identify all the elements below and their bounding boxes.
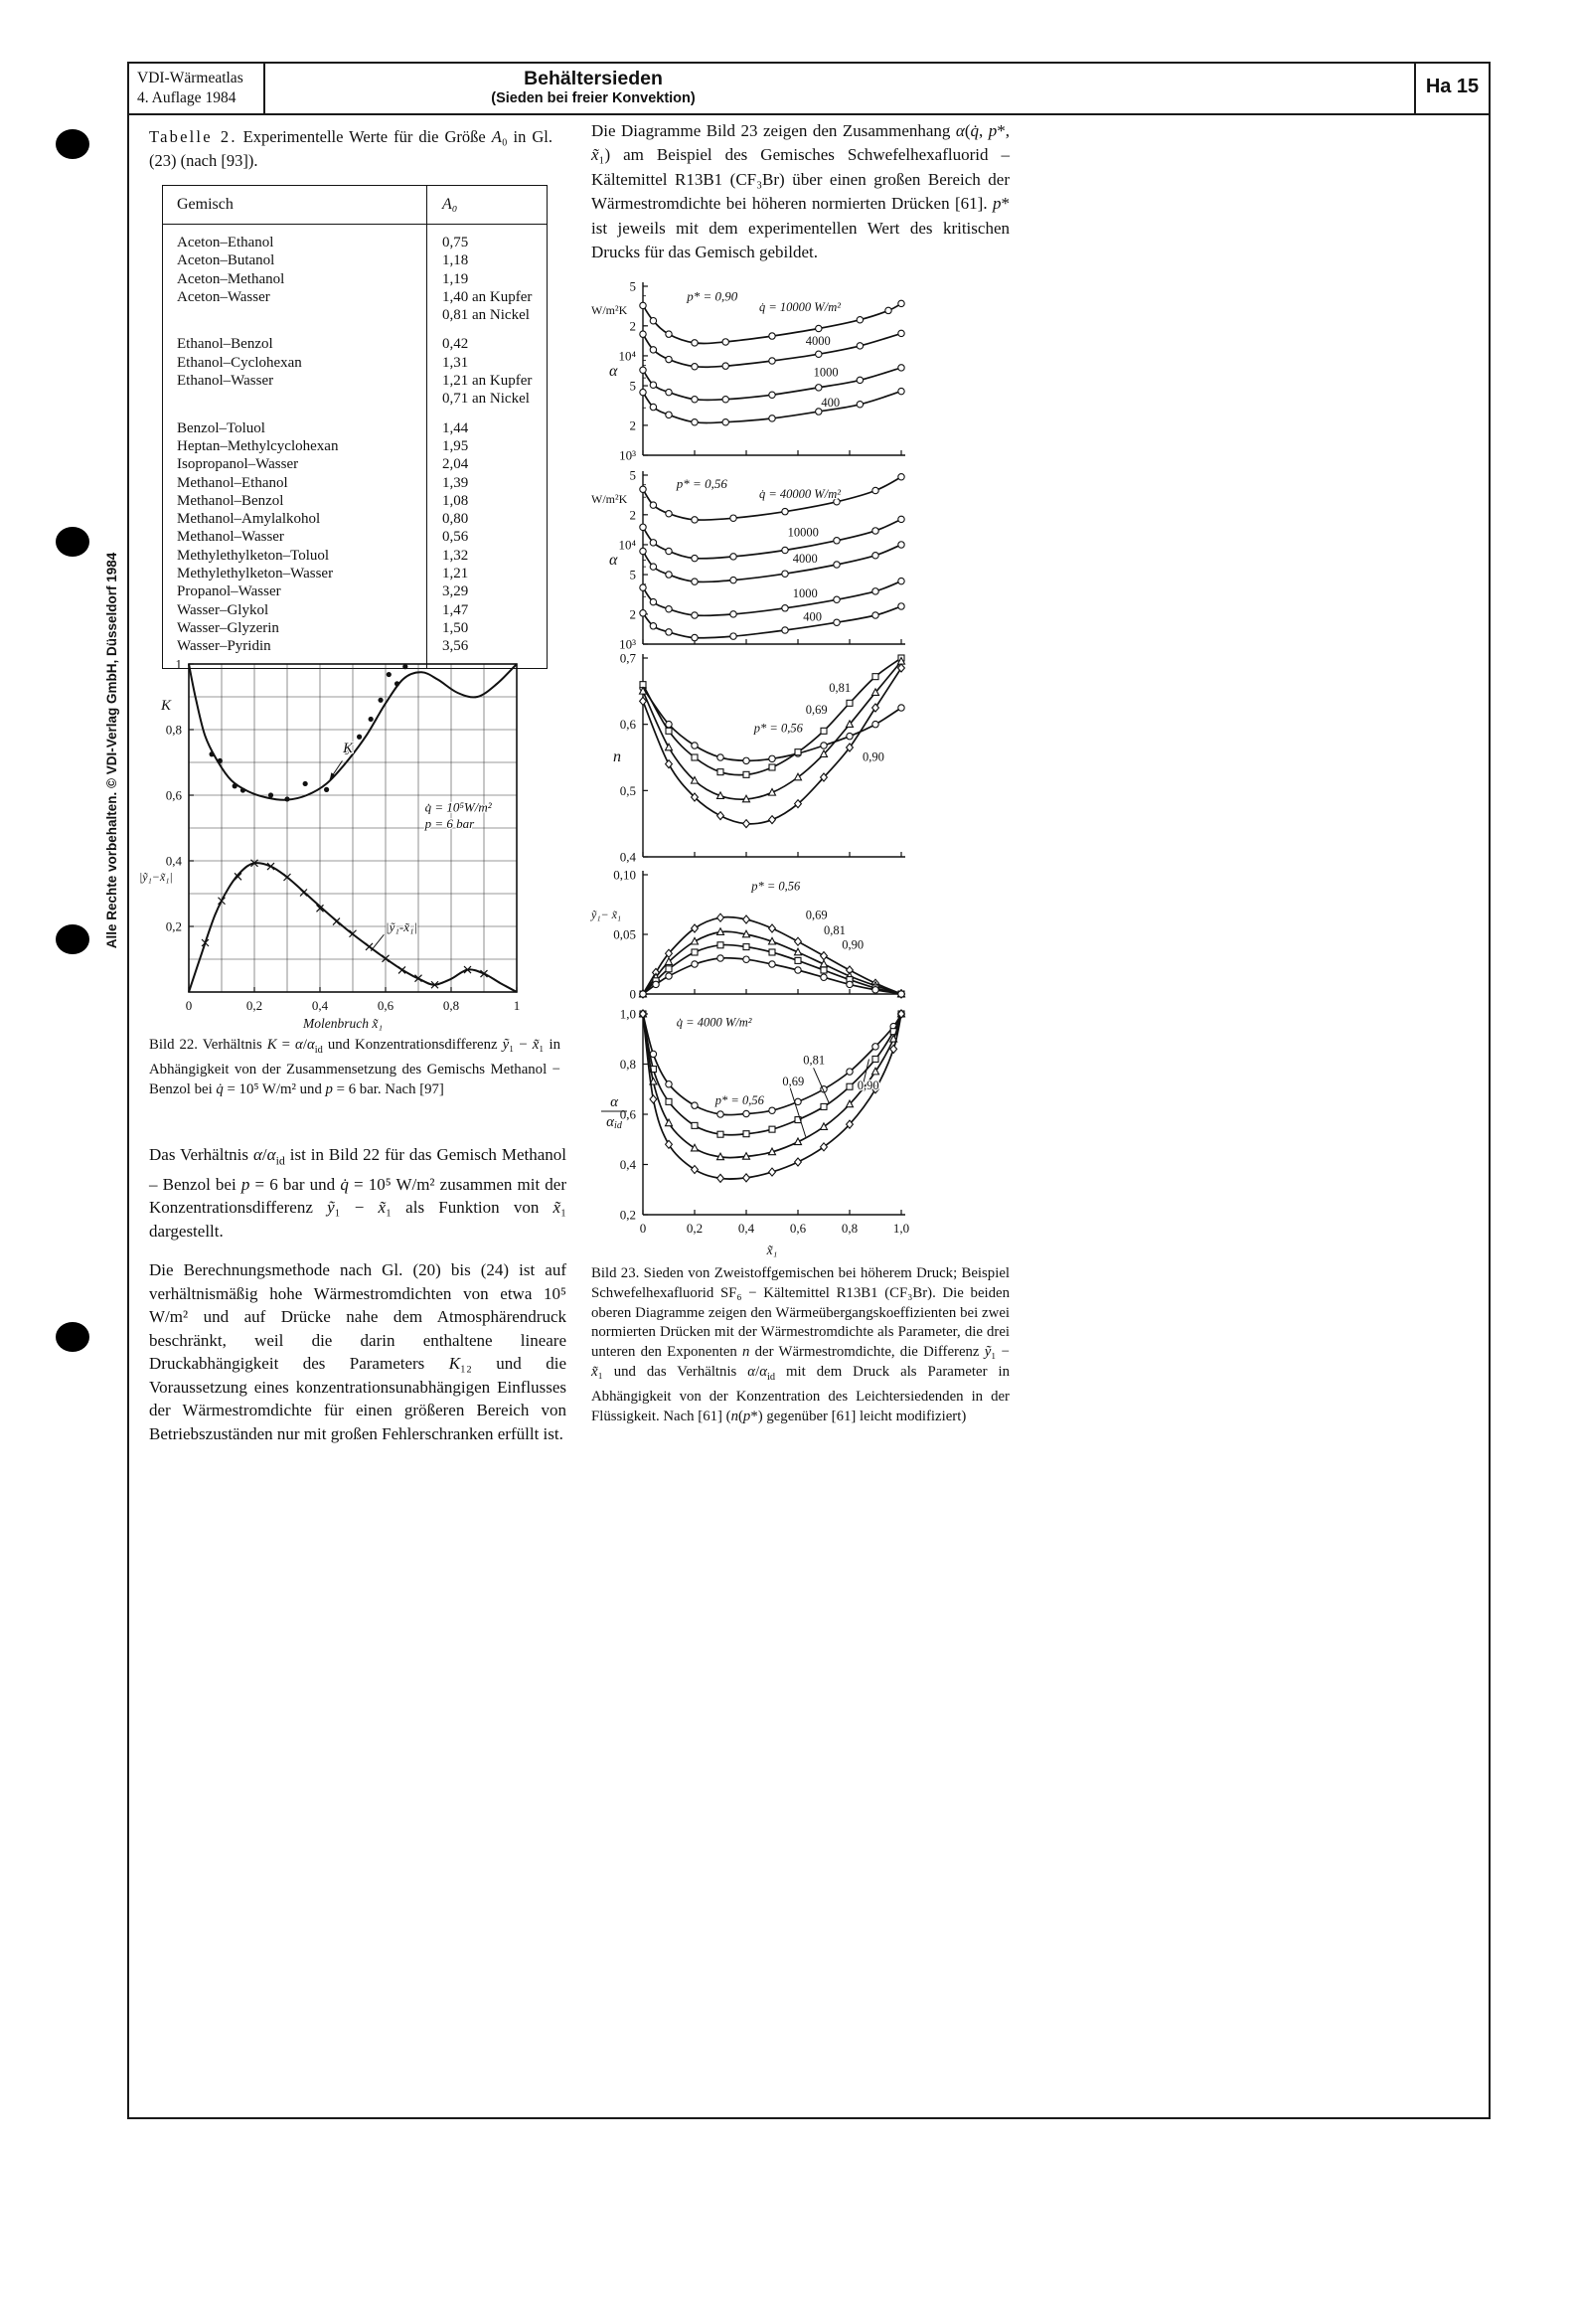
svg-text:10⁴: 10⁴ xyxy=(618,537,636,553)
a0-value: 1,08 xyxy=(442,492,469,509)
svg-text:0,6: 0,6 xyxy=(165,787,182,803)
svg-text:0,69: 0,69 xyxy=(805,908,828,922)
a0-value: 2,04 xyxy=(442,456,469,473)
svg-text:0,8: 0,8 xyxy=(841,1221,859,1236)
chapter-title: Behältersieden xyxy=(524,68,663,89)
caption-bild-22: Bild 22. Verhältnis $K = \alpha/\alpha_{id}$ und Konzentrationsdifferenz ỹ₁ − x̃₁ in Abhängigkeit von der Zusammensetzung des Gemischs Methanol − Benzol bei q̇ = 10⁵ W/m² und p = 6 bar. Nach [97] xyxy=(149,1037,560,1097)
mixture-name: Aceton–Butanol xyxy=(177,252,275,269)
svg-text:4000: 4000 xyxy=(805,334,831,349)
a0-value: 1,50 xyxy=(442,619,469,636)
a0-value: 3,29 xyxy=(442,583,469,600)
svg-text:K: K xyxy=(343,741,354,757)
mixture-name: Ethanol–Wasser xyxy=(177,373,274,390)
copyright-margin-note: Alle Rechte vorbehalten. © VDI-Verlag GmbH, Düsseldorf 1984 xyxy=(104,552,119,949)
svg-text:0,4: 0,4 xyxy=(737,1221,755,1236)
svg-text:0,6: 0,6 xyxy=(619,1106,636,1122)
publisher-name: VDI-Wärmeatlas xyxy=(137,70,243,86)
svg-text:q̇ = 10⁵W/m²: q̇ = 10⁵W/m² xyxy=(424,799,492,815)
chapter-subtitle: (Sieden bei freier Konvektion) xyxy=(491,90,696,106)
svg-text:0,81: 0,81 xyxy=(803,1053,826,1068)
paragraph-method-limits: Die Berechnungsmethode nach Gl. (20) bis (24) ist auf verhältnismäßig hohe Wärmestromdichten von etwa 10⁵ W/m² und auf Drücke nahe dem Atmosphärendruck beschränkt, weil die darin enthaltene lineare Druckabhängigkeit des Parameters K₁₂ und die Voraussetzung eines konzentrationsunabhängigen Einflusses der Wärmestromdichte für einen größeren Bereich von Betriebszuständen nur mit großen Fehlerschranken erfüllt ist. xyxy=(149,1260,566,1443)
svg-text:0,2: 0,2 xyxy=(619,1207,636,1223)
mixture-name: Ethanol–Cyclohexan xyxy=(177,354,302,371)
mixture-name: Methylethylketon–Wasser xyxy=(177,566,334,582)
svg-text:2: 2 xyxy=(629,417,636,433)
svg-text:0,7: 0,7 xyxy=(619,650,636,666)
svg-text:0,90: 0,90 xyxy=(857,1078,879,1092)
a0-value: 1,31 xyxy=(442,354,469,371)
svg-text:p* = 0,56: p* = 0,56 xyxy=(751,879,801,894)
mixture-name: Methanol–Amylalkohol xyxy=(177,511,321,528)
svg-text:0,05: 0,05 xyxy=(613,926,636,942)
mixture-name: Benzol–Toluol xyxy=(177,419,265,436)
svg-text:5: 5 xyxy=(629,467,636,483)
svg-text:0,8: 0,8 xyxy=(442,998,460,1013)
svg-text:0,69: 0,69 xyxy=(805,703,828,717)
svg-text:1000: 1000 xyxy=(813,365,839,380)
mixture-name: Methylethylketon–Toluol xyxy=(177,547,330,564)
svg-text:5: 5 xyxy=(629,378,636,394)
column-header-a0: A₀ xyxy=(442,196,458,213)
svg-text:1,0: 1,0 xyxy=(892,1221,910,1236)
a0-value: 0,42 xyxy=(442,336,469,353)
mixture-name: Aceton–Ethanol xyxy=(177,235,274,250)
svg-text:W/m²K: W/m²K xyxy=(591,303,628,317)
paragraph-alpha-ratio: Das Verhältnis $\alpha/\alpha_{id}$ ist in Bild 22 für das Gemisch Methanol – Benzol bei p = 6 bar und q̇ = 10⁵ W/m² zusammen mit der Konzentrationsdifferenz ỹ₁ − x̃₁ als Funktion von x̃₁ dargestellt. xyxy=(149,1145,567,1241)
svg-text:2: 2 xyxy=(629,606,636,622)
svg-text:ỹ₁− x̃₁: ỹ₁− x̃₁ xyxy=(591,908,622,921)
mixture-name: Ethanol–Benzol xyxy=(177,336,273,353)
mixture-name: Isopropanol–Wasser xyxy=(177,456,299,473)
svg-text:0: 0 xyxy=(185,998,193,1013)
svg-text:q̇ = 10000 W/m²: q̇ = 10000 W/m² xyxy=(759,300,841,315)
table-caption-text: Experimentelle Werte für die Größe A₀ in Gl. (23) (nach [93]). xyxy=(149,127,552,170)
svg-text:4000: 4000 xyxy=(792,551,818,566)
svg-text:p* = 0,90: p* = 0,90 xyxy=(687,288,738,304)
edition: 4. Auflage 1984 xyxy=(137,89,237,106)
svg-text:0,4: 0,4 xyxy=(619,849,636,865)
svg-text:10³: 10³ xyxy=(619,636,636,652)
page-code: Ha 15 xyxy=(1425,76,1480,97)
svg-text:0,2: 0,2 xyxy=(245,998,263,1013)
svg-text:K: K xyxy=(161,698,172,714)
svg-text:αid: αid xyxy=(606,1114,622,1131)
svg-text:0,90: 0,90 xyxy=(842,937,865,952)
svg-text:q̇ = 40000 W/m²: q̇ = 40000 W/m² xyxy=(759,486,841,501)
svg-text:1000: 1000 xyxy=(792,585,818,600)
a0-value: 0,71 an Nickel xyxy=(442,391,530,408)
svg-text:p* = 0,56: p* = 0,56 xyxy=(753,721,803,736)
svg-text:W/m²K: W/m²K xyxy=(591,492,628,506)
svg-text:0,90: 0,90 xyxy=(863,749,884,764)
mixture-name: Wasser–Glyzerin xyxy=(177,619,279,636)
intro-paragraph: Die Diagramme Bild 23 zeigen den Zusammenhang α(q̇, p*, x̃₁) am Beispiel des Gemisches Schwefelhexafluorid – Kältemittel R13B1 (CF₃Br) über einen großen Bereich der Wärmestromdichte bei höheren normierten Drücken [61]. p* ist jeweils mit dem experimentellen Wert des kritischen Drucks für das Gemisch gebildet. xyxy=(591,121,1011,262)
svg-text:5: 5 xyxy=(629,278,636,294)
svg-text:0,6: 0,6 xyxy=(619,717,636,733)
svg-text:p = 6 bar: p = 6 bar xyxy=(424,816,475,831)
svg-text:5: 5 xyxy=(629,567,636,582)
a0-value: 0,81 an Nickel xyxy=(442,307,530,324)
mixture-name: Methanol–Benzol xyxy=(177,492,284,509)
a0-value: 1,32 xyxy=(442,547,469,564)
svg-text:2: 2 xyxy=(629,507,636,523)
table-caption-lead: Tabelle 2. xyxy=(149,127,237,146)
chart-bild23-n xyxy=(591,644,1019,865)
mixture-name: Methanol–Ethanol xyxy=(177,474,288,491)
svg-text:10⁴: 10⁴ xyxy=(618,348,636,364)
svg-text:0,8: 0,8 xyxy=(619,1057,636,1072)
svg-text:1,0: 1,0 xyxy=(619,1006,636,1022)
svg-text:α: α xyxy=(610,1094,618,1110)
a0-value: 1,19 xyxy=(442,270,469,287)
a0-value: 0,56 xyxy=(442,529,469,546)
svg-text:0,2: 0,2 xyxy=(165,918,182,934)
svg-text:0,4: 0,4 xyxy=(311,998,329,1013)
svg-text:0,5: 0,5 xyxy=(619,782,636,798)
a0-value: 1,47 xyxy=(442,601,469,618)
svg-text:10³: 10³ xyxy=(619,447,636,463)
a0-value: 3,56 xyxy=(442,638,469,655)
a0-value: 0,80 xyxy=(442,511,469,528)
svg-text:p* = 0,56: p* = 0,56 xyxy=(676,476,727,492)
svg-text:1: 1 xyxy=(513,998,521,1013)
svg-text:|ỹ₁-x̃₁|: |ỹ₁-x̃₁| xyxy=(386,918,418,934)
svg-text:Molenbruch x̃₁: Molenbruch x̃₁ xyxy=(302,1016,384,1031)
mixture-name: Wasser–Glykol xyxy=(177,601,269,618)
chart-bild23-p090 xyxy=(591,270,1019,469)
mixture-name: Aceton–Methanol xyxy=(177,270,285,287)
svg-text:2: 2 xyxy=(629,318,636,334)
svg-text:10000: 10000 xyxy=(787,525,819,540)
a0-value: 1,44 xyxy=(442,419,469,436)
svg-text:400: 400 xyxy=(821,395,841,410)
svg-text:α: α xyxy=(609,363,618,380)
svg-text:0,6: 0,6 xyxy=(789,1221,807,1236)
svg-text:x̃₁: x̃₁ xyxy=(766,1243,778,1257)
chart-bild22 xyxy=(139,648,566,1046)
mixture-name: Heptan–Methylcyclohexan xyxy=(177,437,339,454)
a0-value: 0,75 xyxy=(442,235,469,250)
svg-text:0: 0 xyxy=(639,1221,647,1236)
svg-text:0,8: 0,8 xyxy=(165,722,182,738)
mixture-name: Wasser–Pyridin xyxy=(177,638,271,655)
svg-text:0,81: 0,81 xyxy=(824,923,846,937)
caption-bild-23: Bild 23. Sieden von Zweistoffgemischen bei höherem Druck; Beispiel Schwefelhexafluorid SF₆ − Kältemittel R13B1 (CF₃Br). Die beiden oberen Diagramme zeigen den Wärmeübergangskoeffizienten bei zwei normierten Drücken mit der Wärmestromdichte als Parameter, die drei unteren den Exponenten n der Wärmestromdichte, die Differenz ỹ₁ − x̃₁ und das Verhältnis $\alpha/\alpha_{id}$ mit dem Druck als Parameter in Abhängigkeit von der Konzentration des Leichtersiedenden in der Flüssigkeit. Nach [61] (n(p*) gegenüber [61] leicht modifiziert) xyxy=(591,1265,1011,1424)
svg-text:0,10: 0,10 xyxy=(613,867,636,883)
svg-text:0,2: 0,2 xyxy=(686,1221,704,1236)
chart-bild23-alpha-ratio xyxy=(591,1000,1019,1260)
a0-value: 1,95 xyxy=(442,437,469,454)
a0-value: 1,40 an Kupfer xyxy=(442,288,533,305)
svg-text:0,4: 0,4 xyxy=(619,1157,636,1172)
svg-text:p* = 0,56: p* = 0,56 xyxy=(714,1092,764,1107)
a0-value: 1,21 xyxy=(442,566,469,582)
svg-text:1: 1 xyxy=(175,656,182,672)
svg-text:|ỹ₁−x̃₁|: |ỹ₁−x̃₁| xyxy=(139,870,173,884)
mixture-name: Aceton–Wasser xyxy=(177,288,270,305)
column-header-gemisch: Gemisch xyxy=(177,196,234,213)
svg-text:0,4: 0,4 xyxy=(165,853,182,869)
a0-value: 1,39 xyxy=(442,474,469,491)
chart-bild23-diff xyxy=(591,861,1019,1002)
svg-text:α: α xyxy=(609,552,618,569)
a0-value: 1,18 xyxy=(442,252,469,269)
svg-text:0,81: 0,81 xyxy=(829,681,852,695)
a0-value: 1,21 an Kupfer xyxy=(442,373,533,390)
chart-bild23-p056 xyxy=(591,459,1019,658)
svg-text:0: 0 xyxy=(629,986,636,1002)
svg-text:0,69: 0,69 xyxy=(782,1074,805,1088)
svg-text:400: 400 xyxy=(803,609,822,624)
mixture-name: Methanol–Wasser xyxy=(177,529,284,546)
mixture-name: Propanol–Wasser xyxy=(177,583,281,600)
svg-text:0,6: 0,6 xyxy=(377,998,394,1013)
svg-text:q̇ = 4000 W/m²: q̇ = 4000 W/m² xyxy=(676,1015,752,1030)
svg-text:n: n xyxy=(613,748,621,765)
